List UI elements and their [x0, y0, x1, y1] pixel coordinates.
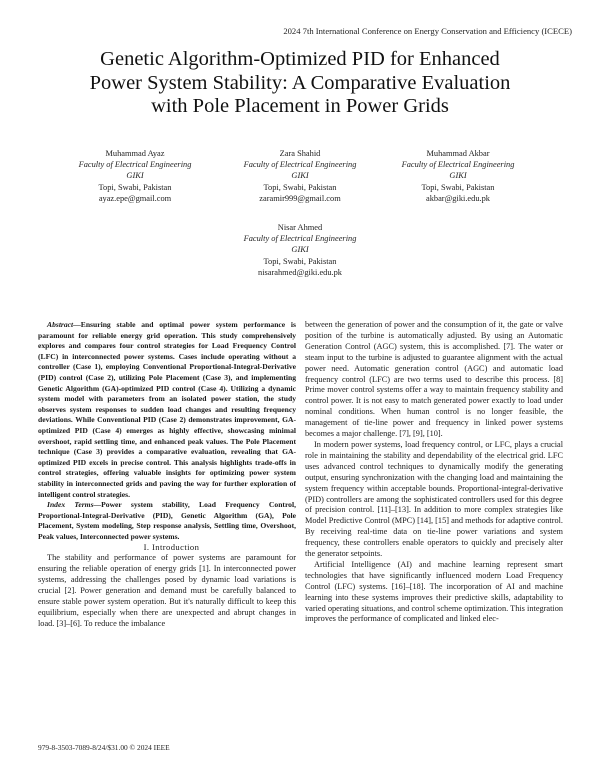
- author-email: ayaz.epe@gmail.com: [98, 193, 172, 203]
- author-city: Topi, Swabi, Pakistan: [421, 182, 495, 192]
- copyright-notice: 979-8-3503-7089-8/24/$31.00 © 2024 IEEE: [38, 743, 170, 752]
- author-department: Faculty of Electrical Engineering: [243, 160, 357, 170]
- paragraph: In modern power systems, load frequency control, or LFC, plays a crucial role in maintaining the stability and dependability of the electrical grid. LFC uses advanced control techniques to dynamically modify the generating output, ensuring synchronization with the changing load and maintaining the system frequency within acceptable bounds. Proportional-integral-derivative (PID) controllers are among the sophisticated controllers used for this degree of precision control. [11]–[13]. In addition to more complex strategies like Model Predictive Control (MPC) [14], [15] and methods for adaptive control. By receiving real-time data on tie-line power variations and system frequency, these controllers enable operators to quickly and precisely alter the generator setpoints.: [305, 439, 563, 559]
- author-name: Zara Shahid: [279, 149, 321, 158]
- abstract-label: Abstract: [47, 320, 74, 329]
- title-line: with Pole Placement in Power Grids: [151, 95, 449, 117]
- author-institution: GIKI: [291, 171, 309, 181]
- author-name: Nisar Ahmed: [277, 223, 323, 232]
- author-city: Topi, Swabi, Pakistan: [98, 182, 172, 192]
- paragraph: Artificial Intelligence (AI) and machine learning represent smart technologies that have significantly influenced modern Load Frequency Control (LFC) systems. [16]–[18]. The incorporation of AI and machine learning into these systems improves their predictive skills, adaptability to varied operating situations, and control scheme optimization. This integration improves the performance of complicated and linked elec-: [305, 559, 563, 624]
- author-email: akbar@giki.edu.pk: [426, 193, 490, 203]
- index-terms: [38, 500, 296, 542]
- author-department: Faculty of Electrical Engineering: [243, 234, 357, 244]
- author-institution: GIKI: [291, 245, 309, 255]
- author-block: [50, 148, 220, 204]
- paragraph: The stability and performance of power systems are paramount for ensuring the reliable operation of energy grids [1]. In interconnected power systems, addressing the challenges posed by dynamic load variations is crucial [2]. Power generation and demand must be carefully balanced to ensure stable power system operation. But it's naturally difficult to keep this equilibrium, especially when there are unexpected and abrupt changes in load. [3]–[6]. To reduce the imbalance: [38, 553, 296, 628]
- author-institution: GIKI: [449, 171, 467, 181]
- author-name: Muhammad Ayaz: [105, 149, 165, 158]
- abstract-text: —Ensuring stable and optimal power system performance is paramount for reliable energy grid operation. This study comprehensively explores and compares four control strategies for Load Frequency Control (LFC) in interconnected power systems. Cases include operating without a controller (Case 1), employing Conventional Proportional-Integral-Derivative (PID) control (Case 2), utilizing Pole Placement (Case 3), and implementing Genetic Algorithm (GA)-optimized PID control (Case 4). Utilizing a dynamic system model with parameters from an isolated power station, the study observes system responses to sudden load changes and resulting frequency deviations. While Conventional PID (Case 2) demonstrates improvement, GA-optimized PID (Case 4) emerges as highly effective, showcasing minimal overshoot, rapid settling time, and enhanced peak values. The Pole Placement technique (Case 3) provides a comparative evaluation, revealing that GA-optimized PID excels in precise control. This analysis highlights trade-offs in control strategies, offering valuable insights for optimizing power system stability in interconnected grids and paving the way for further exploration of intelligent control strategies.: [38, 320, 296, 499]
- author-city: Topi, Swabi, Pakistan: [263, 256, 337, 266]
- index-terms-text: —Power system stability, Load Frequency Control, Proportional-Integral-Derivative (PID), Genetic Algorithm (GA), Pole Placement, System modeling, Step response analysis, Settling time, Overshoot, Peak values, Interconnected power systems.: [38, 500, 296, 541]
- author-block: [215, 148, 385, 204]
- author-institution: GIKI: [126, 171, 144, 181]
- author-department: Faculty of Electrical Engineering: [78, 160, 192, 170]
- author-name: Muhammad Akbar: [426, 149, 490, 158]
- index-terms-label: Index Terms: [47, 500, 94, 510]
- author-city: Topi, Swabi, Pakistan: [263, 182, 337, 192]
- author-email: nisarahmed@giki.edu.pk: [258, 267, 342, 277]
- author-block: [373, 148, 543, 204]
- author-email: zaramir999@gmail.com: [259, 193, 341, 203]
- abstract: [38, 320, 296, 500]
- conference-header: 2024 7th International Conference on Energy Conservation and Efficiency (ICECE): [283, 26, 572, 36]
- section-heading: I. Introduction: [143, 542, 200, 553]
- right-column: [305, 320, 563, 758]
- author-block: [215, 222, 385, 278]
- paper-title: [40, 48, 560, 119]
- title-line: Power System Stability: A Comparative Evaluation: [89, 71, 511, 94]
- left-column: [38, 320, 296, 738]
- title-line: Genetic Algorithm-Optimized PID for Enhanced: [100, 48, 500, 70]
- author-department: Faculty of Electrical Engineering: [401, 160, 515, 170]
- paragraph: between the generation of power and the consumption of it, the gate or valve position of the turbine is automatically adjusted. By using an Automatic Generation Control (AGC) system, this is accomplished. [7]. The water or steam input to the turbine is adjusted to guarantee alignment with the actual power need. Automatic generation control (AGC) and automatic load frequency control (LFC) are two terms used to describe this process. [8] Prime mover control systems offer a way to maintain frequency stability and control power. It is not easy to match generated power exactly to load under nominal conditions. When human control is no longer feasible, the management of tie-line power and frequency in linked power systems becomes a major challenge. [7], [9], [10].: [305, 320, 563, 439]
